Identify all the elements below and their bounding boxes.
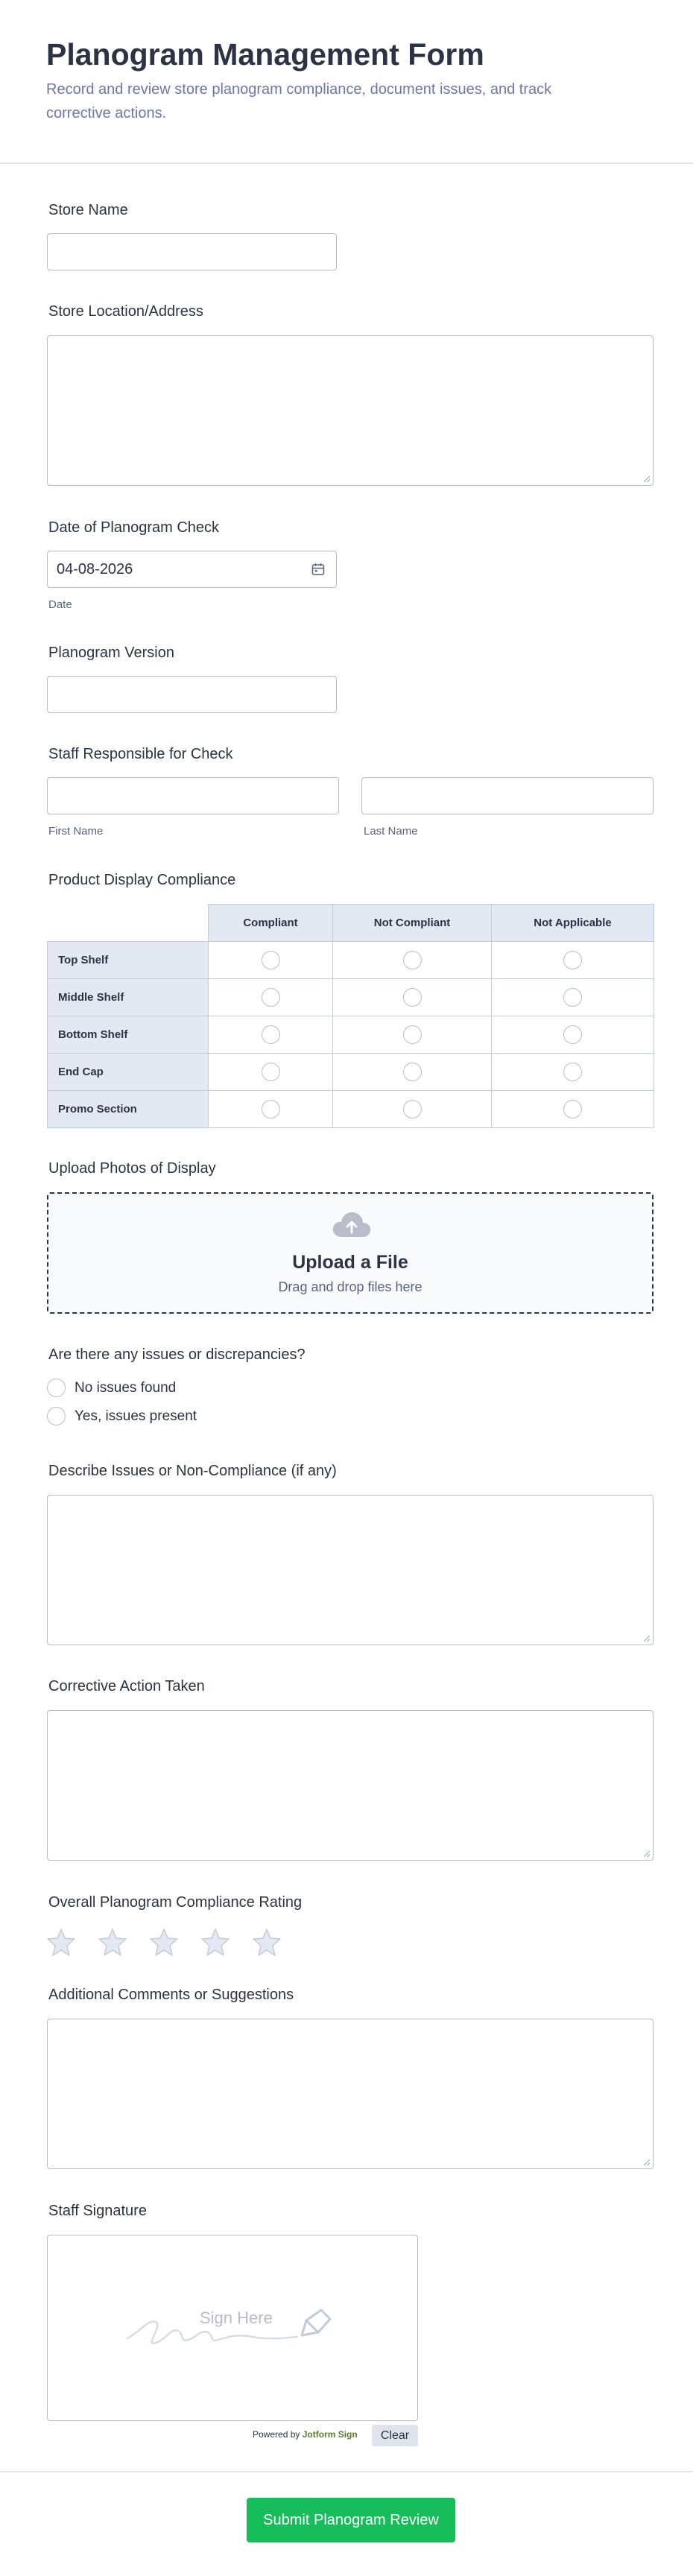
issues-option-label: Yes, issues present	[75, 1408, 197, 1424]
matrix-radio[interactable]	[563, 1063, 582, 1081]
matrix-row-label: Top Shelf	[48, 942, 209, 979]
comments-textarea[interactable]	[47, 2019, 654, 2169]
matrix-row-label: Promo Section	[48, 1091, 209, 1128]
matrix-radio[interactable]	[563, 988, 582, 1007]
issues-label: Are there any issues or discrepancies?	[48, 1346, 306, 1363]
footer-divider	[0, 2471, 693, 2472]
signature-placeholder: Sign Here	[200, 2308, 273, 2327]
compliance-label: Product Display Compliance	[48, 872, 236, 888]
star-icon[interactable]	[149, 1927, 179, 1957]
matrix-radio[interactable]	[262, 988, 280, 1007]
matrix-radio[interactable]	[563, 1025, 582, 1044]
matrix-corner	[48, 905, 209, 942]
form-header	[0, 0, 693, 164]
last-name-sublabel: Last Name	[364, 825, 418, 838]
describe-issues-textarea[interactable]	[47, 1495, 654, 1645]
matrix-radio[interactable]	[403, 988, 422, 1007]
submit-button[interactable]: Submit Planogram Review	[247, 2498, 455, 2542]
planogram-version-label: Planogram Version	[48, 645, 174, 661]
form-title: Planogram Management Form	[46, 37, 484, 72]
issues-radio-yes[interactable]	[47, 1407, 66, 1425]
store-location-label: Store Location/Address	[48, 303, 203, 320]
matrix-radio[interactable]	[262, 1025, 280, 1044]
star-icon[interactable]	[98, 1927, 127, 1957]
first-name-input[interactable]	[47, 777, 339, 814]
date-sublabel: Date	[48, 598, 72, 611]
comments-label: Additional Comments or Suggestions	[48, 1987, 294, 2003]
matrix-radio[interactable]	[403, 1063, 422, 1081]
first-name-sublabel: First Name	[48, 825, 104, 838]
powered-by-prefix: Powered by	[253, 2429, 300, 2440]
issues-option-no[interactable]	[47, 1378, 270, 1399]
signature-label: Staff Signature	[48, 2203, 147, 2219]
matrix-row-label: Middle Shelf	[48, 979, 209, 1016]
matrix-row	[48, 1016, 654, 1054]
describe-issues-label: Describe Issues or Non-Compliance (if any)	[48, 1463, 337, 1479]
matrix-row-label: Bottom Shelf	[48, 1016, 209, 1054]
matrix-radio[interactable]	[262, 1063, 280, 1081]
matrix-row	[48, 942, 654, 979]
matrix-radio[interactable]	[403, 951, 422, 969]
matrix-radio[interactable]	[403, 1025, 422, 1044]
upload-label: Upload Photos of Display	[48, 1160, 216, 1177]
matrix-col-not-compliant: Not Compliant	[333, 905, 492, 942]
clear-signature-button[interactable]: Clear	[372, 2425, 418, 2446]
matrix-col-compliant: Compliant	[209, 905, 333, 942]
last-name-input[interactable]	[361, 777, 654, 814]
matrix-radio[interactable]	[563, 1100, 582, 1118]
matrix-row	[48, 1054, 654, 1091]
upload-hint: Drag and drop files here	[278, 1279, 423, 1294]
corrective-action-textarea[interactable]	[47, 1710, 654, 1861]
planogram-version-input[interactable]	[47, 676, 337, 713]
date-input[interactable]	[47, 551, 337, 588]
calendar-icon[interactable]	[311, 562, 326, 577]
star-icon[interactable]	[252, 1927, 282, 1957]
star-icon[interactable]	[200, 1927, 230, 1957]
store-location-textarea[interactable]	[47, 335, 654, 486]
matrix-col-not-applicable: Not Applicable	[492, 905, 654, 942]
date-label: Date of Planogram Check	[48, 519, 220, 536]
matrix-row	[48, 979, 654, 1016]
issues-option-label: No issues found	[75, 1380, 177, 1396]
powered-by	[253, 2429, 358, 2440]
matrix-radio[interactable]	[563, 951, 582, 969]
upload-title: Upload a File	[292, 1252, 408, 1273]
matrix-radio[interactable]	[403, 1100, 422, 1118]
star-icon[interactable]	[46, 1927, 76, 1957]
form-subtitle: Record and review store planogram compliance, document issues, and track corrective actions.	[46, 81, 552, 121]
issues-radio-no[interactable]	[47, 1379, 66, 1397]
matrix-header-row	[48, 905, 654, 942]
corrective-action-label: Corrective Action Taken	[48, 1678, 205, 1694]
issues-option-yes[interactable]	[47, 1406, 270, 1427]
compliance-matrix	[47, 904, 654, 1128]
signature-pad[interactable]	[47, 2235, 418, 2421]
cloud-upload-icon	[332, 1210, 372, 1238]
store-name-label: Store Name	[48, 202, 128, 218]
store-name-input[interactable]	[47, 233, 337, 270]
file-upload-dropzone[interactable]	[47, 1192, 654, 1314]
matrix-row-label: End Cap	[48, 1054, 209, 1091]
powered-by-brand: Jotform Sign	[302, 2429, 358, 2440]
staff-label: Staff Responsible for Check	[48, 746, 233, 762]
matrix-radio[interactable]	[262, 951, 280, 969]
date-value: 04-08-2026	[57, 561, 133, 577]
matrix-radio[interactable]	[262, 1100, 280, 1118]
matrix-row	[48, 1091, 654, 1128]
rating-label: Overall Planogram Compliance Rating	[48, 1894, 303, 1911]
